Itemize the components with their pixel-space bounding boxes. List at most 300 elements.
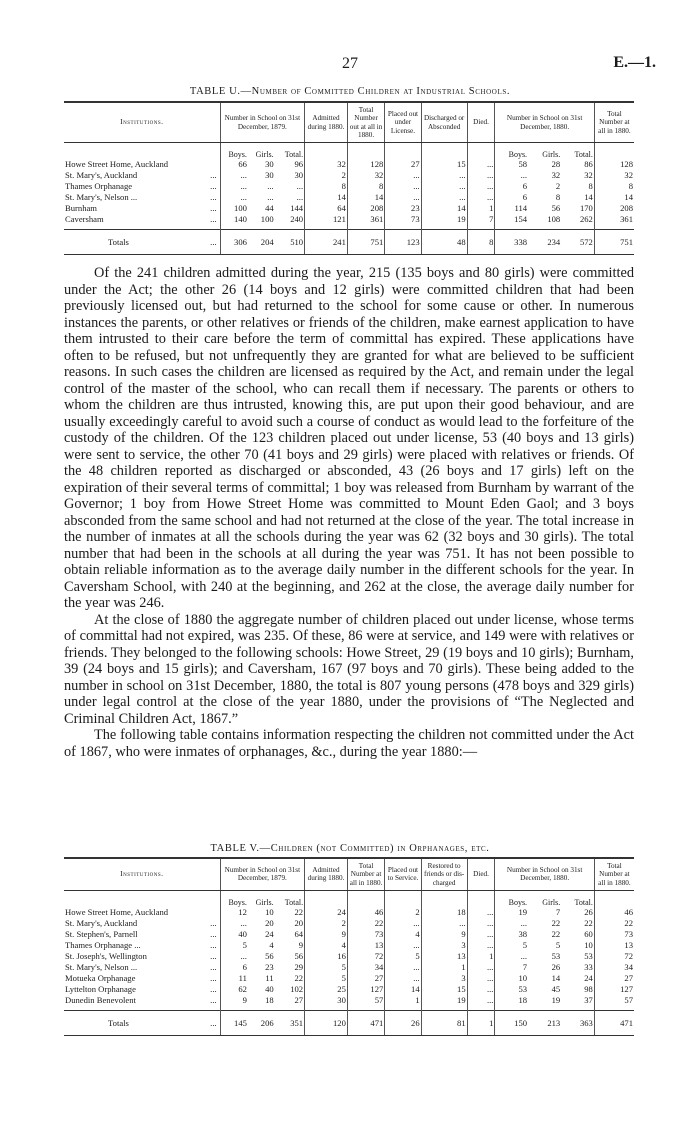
cell-t2: 32: [584, 170, 593, 181]
cell-ta: 27: [594, 973, 634, 984]
institution-cell: [64, 995, 220, 1006]
table-v-row: [64, 907, 634, 918]
cell-t2: 53: [584, 951, 593, 962]
document-reference: E.—1.: [613, 54, 656, 71]
cell-g2: 28: [551, 159, 561, 170]
cell-tot: 128: [347, 159, 384, 170]
table-v-row: [64, 973, 634, 984]
cell-g: 30: [265, 170, 274, 181]
cell-dis: ...: [421, 170, 467, 181]
cell-dis: 19: [421, 995, 467, 1006]
cell-g2: 19: [551, 995, 561, 1006]
cell-ta: 72: [594, 951, 634, 962]
body-text: [64, 265, 634, 760]
institution-cell: [64, 170, 220, 181]
cell-t2: 8: [588, 181, 593, 192]
cell-b: 40: [220, 929, 248, 940]
cell-dis: 9: [421, 929, 467, 940]
cell-ta: 73: [594, 929, 634, 940]
cell-g: 56: [265, 951, 274, 962]
institution-cell: [64, 918, 220, 929]
table-v-sub-total-2: Total.: [574, 897, 593, 907]
table-v-row: [64, 940, 634, 951]
cell-t2: 22: [584, 918, 593, 929]
cell-g: ...: [267, 192, 274, 203]
cell-t: ...: [296, 192, 304, 203]
cell-pl: ...: [385, 192, 421, 203]
leader-dots: ...: [210, 1017, 217, 1028]
leader-dots: ...: [210, 192, 217, 203]
cell-pl: 5: [385, 951, 421, 962]
cell-adm: 120: [305, 1010, 348, 1035]
institution-name: Howe Street Home, Auckland: [65, 159, 169, 170]
paragraph-3: The following table contains information respecting the children not committed under the Act of 1867, who were inmates of orphanages, &c., during the year 1880:—: [64, 727, 634, 760]
table-u-caption-title: Number of Committed Children at Industrial Schools.: [251, 86, 511, 97]
cell-died: ...: [467, 907, 495, 918]
cell-ta: 361: [594, 214, 634, 225]
cell-b: ...: [220, 951, 248, 962]
leader-dots: ...: [210, 181, 217, 192]
cell-dis: 1: [421, 962, 467, 973]
cell-b: 145: [220, 1010, 248, 1035]
cell-died: 8: [467, 230, 495, 255]
cell-ta: 751: [594, 230, 634, 255]
cell-g2: 56: [551, 203, 561, 214]
cell-t: 102: [290, 984, 304, 995]
cell-tot: 46: [347, 907, 384, 918]
cell-b: 306: [220, 230, 248, 255]
cell-g: 23: [265, 962, 274, 973]
table-u-head-admitted: Admitted during 1880.: [305, 102, 348, 143]
leader-dots: ...: [210, 203, 217, 214]
cell-g2: 22: [551, 929, 561, 940]
table-u-row: [64, 159, 634, 170]
cell-b: ...: [220, 181, 248, 192]
cell-tot: 32: [347, 170, 384, 181]
cell-ta: 57: [594, 995, 634, 1006]
table-v-head-total: Total Number at all in 1880.: [347, 858, 384, 890]
cell-dis: 18: [421, 907, 467, 918]
institution-cell: [64, 159, 220, 170]
cell-g: 204: [248, 230, 275, 255]
cell-ta: 46: [594, 907, 634, 918]
table-u-sub-boys-2: Boys.: [495, 143, 528, 160]
cell-t2: 14: [584, 192, 593, 203]
table-u-sub-girls-2: Girls.: [542, 150, 561, 160]
cell-t2: 170: [579, 203, 593, 214]
cell-b2: 150: [495, 1010, 528, 1035]
cell-ta: 127: [594, 984, 634, 995]
cell-adm: 241: [305, 230, 348, 255]
table-u-sub-boys: Boys.: [220, 143, 248, 160]
institution-name: Lyttelton Orphanage: [65, 984, 136, 995]
cell-pl: 26: [385, 1010, 421, 1035]
cell-g: 24: [265, 929, 274, 940]
table-v-row: [64, 995, 634, 1006]
cell-pl: 23: [385, 203, 421, 214]
cell-b: 12: [220, 907, 248, 918]
cell-pl: 1: [385, 995, 421, 1006]
cell-tot: 127: [347, 984, 384, 995]
cell-dis: 48: [421, 230, 467, 255]
cell-pl: ...: [385, 181, 421, 192]
cell-t: 29: [294, 962, 304, 973]
cell-dis: ...: [421, 192, 467, 203]
cell-died: ...: [467, 918, 495, 929]
table-v: [64, 857, 634, 1036]
leader-dots: ...: [210, 214, 217, 225]
cell-b: 66: [220, 159, 248, 170]
cell-g2: 234: [528, 230, 561, 255]
leader-dots: ...: [210, 995, 217, 1006]
cell-tot: 22: [347, 918, 384, 929]
totals-label-cell: [64, 230, 220, 255]
table-v-head-start: Number in School on 31st December, 1879.: [220, 858, 304, 890]
institution-cell: [64, 907, 220, 918]
cell-g: 44: [265, 203, 274, 214]
cell-b2: 18: [495, 995, 528, 1006]
cell-ta: 34: [594, 962, 634, 973]
cell-died: ...: [467, 159, 495, 170]
cell-died: ...: [467, 973, 495, 984]
table-u-totals-row: [64, 230, 634, 255]
institution-cell: [64, 181, 220, 192]
cell-g2: 7: [555, 907, 561, 918]
cell-b2: ...: [495, 918, 528, 929]
cell-dis: 81: [421, 1010, 467, 1035]
cell-b2: 38: [495, 929, 528, 940]
institution-cell: [64, 214, 220, 225]
cell-b2: 5: [495, 940, 528, 951]
cell-died: 1: [467, 951, 495, 962]
table-u-sub-total-2: Total.: [574, 150, 593, 160]
institution-name: Burnham: [65, 203, 97, 214]
cell-dis: 15: [421, 159, 467, 170]
cell-t: 20: [294, 918, 304, 929]
cell-dis: 13: [421, 951, 467, 962]
cell-g: 10: [265, 907, 274, 918]
cell-tot: 14: [347, 192, 384, 203]
cell-dis: 19: [421, 214, 467, 225]
cell-ta: 32: [594, 170, 634, 181]
cell-t: 64: [294, 929, 304, 940]
cell-b: 100: [220, 203, 248, 214]
table-v-row: [64, 918, 634, 929]
cell-t: 96: [294, 159, 304, 170]
cell-ta: 14: [594, 192, 634, 203]
cell-died: ...: [467, 995, 495, 1006]
cell-adm: 121: [305, 214, 348, 225]
institution-cell: [64, 951, 220, 962]
cell-pl: 27: [385, 159, 421, 170]
institution-cell: [64, 984, 220, 995]
table-u-head-placed: Placed out under License.: [385, 102, 421, 143]
cell-t: ...: [296, 181, 304, 192]
cell-died: ...: [467, 181, 495, 192]
cell-died: ...: [467, 940, 495, 951]
leader-dots: ...: [210, 929, 217, 940]
table-u-row: [64, 192, 634, 203]
table-u: [64, 101, 634, 255]
table-v-row: [64, 984, 634, 995]
table-u-head-institutions: Institutions.: [64, 102, 220, 143]
institution-name: St. Mary's, Auckland: [65, 170, 138, 181]
leader-dots: ...: [210, 940, 217, 951]
cell-t2: 24: [584, 973, 593, 984]
institution-cell: [64, 929, 220, 940]
table-u-head-total: Total Number out at all in 1880.: [347, 102, 384, 143]
table-v-head-institutions: Institutions.: [64, 858, 220, 890]
institution-cell: [64, 973, 220, 984]
table-u-head-discharged: Discharged or Absconded: [421, 102, 467, 143]
cell-b2: 19: [495, 907, 528, 918]
table-v-row: [64, 929, 634, 940]
cell-tot: 72: [347, 951, 384, 962]
table-u-caption: [0, 86, 700, 97]
cell-g2: 8: [555, 192, 561, 203]
cell-g: ...: [267, 181, 274, 192]
cell-b: 11: [220, 973, 248, 984]
cell-pl: 123: [385, 230, 421, 255]
cell-tot: 57: [347, 995, 384, 1006]
institution-name: Dunedin Benevolent: [65, 995, 136, 1006]
cell-t: 144: [290, 203, 304, 214]
cell-b: ...: [220, 170, 248, 181]
table-v-subhead: [64, 890, 634, 907]
cell-ta: 8: [594, 181, 634, 192]
cell-g2: 53: [551, 951, 561, 962]
cell-adm: 9: [305, 929, 348, 940]
cell-pl: ...: [385, 170, 421, 181]
cell-b2: 154: [495, 214, 528, 225]
cell-b2: 10: [495, 973, 528, 984]
cell-adm: 8: [305, 181, 348, 192]
cell-g2: 14: [551, 973, 561, 984]
table-u-caption-prefix: TABLE U.—: [189, 86, 252, 97]
cell-died: ...: [467, 929, 495, 940]
table-v-sub-girls-2: Girls.: [542, 897, 561, 907]
cell-tot: 208: [347, 203, 384, 214]
cell-g2: 2: [555, 181, 561, 192]
cell-t: 56: [294, 951, 304, 962]
cell-b: 140: [220, 214, 248, 225]
table-v-head-end: Number in School on 31st December, 1880.: [495, 858, 594, 890]
cell-tot: 471: [347, 1010, 384, 1035]
table-u-row: [64, 170, 634, 181]
institution-name: St. Joseph's, Wellington: [65, 951, 147, 962]
cell-dis: 3: [421, 940, 467, 951]
table-v-caption-title: Children (not Committed) in Orphanages, etc.: [270, 843, 490, 854]
cell-b2: 7: [495, 962, 528, 973]
leader-dots: ...: [210, 918, 217, 929]
cell-dis: 3: [421, 973, 467, 984]
table-v-caption: [0, 843, 700, 854]
cell-died: 1: [467, 1010, 495, 1035]
cell-g: 20: [265, 918, 274, 929]
cell-t2: 98: [584, 984, 593, 995]
cell-dis: ...: [421, 918, 467, 929]
cell-b2: 114: [495, 203, 528, 214]
cell-adm: 64: [305, 203, 348, 214]
table-v-head-admitted: Admitted during 1880.: [305, 858, 348, 890]
cell-g: 11: [265, 973, 274, 984]
cell-t: 351: [275, 1010, 305, 1035]
cell-adm: 24: [305, 907, 348, 918]
cell-adm: 5: [305, 973, 348, 984]
cell-g2: 108: [547, 214, 561, 225]
cell-died: ...: [467, 962, 495, 973]
table-v-sub-total: Total.: [284, 897, 304, 907]
cell-b: 9: [220, 995, 248, 1006]
leader-dots: ...: [210, 170, 217, 181]
cell-g2: 45: [551, 984, 561, 995]
cell-pl: 2: [385, 907, 421, 918]
institution-name: St. Mary's, Nelson ...: [65, 962, 138, 973]
cell-ta: 22: [594, 918, 634, 929]
table-v-head-placed: Placed out to Service.: [385, 858, 421, 890]
cell-pl: ...: [385, 962, 421, 973]
paragraph-2: At the close of 1880 the aggregate number of children placed out under license, whose terms of committal had not expired, was 235. Of these, 86 were at service, and 149 were with relatives or friends. They belonged to the following schools: Howe Street, 29 (19 boys and 10 girls); Burnham, 39 (24 boys and 15 girls); and Caversham, 167 (97 boys and 70 girls). These being added to the number in school on 31st December, 1880, the total is 807 young persons (478 boys and 329 girls) under legal control at the close of the year 1880, under the provisions of “The Neglected and Criminal Children Act, 1867.”: [64, 611, 634, 727]
cell-dis: 14: [421, 203, 467, 214]
cell-g: 30: [265, 159, 274, 170]
cell-adm: 14: [305, 192, 348, 203]
table-u-sub-total: Total.: [284, 150, 304, 160]
cell-tot: 361: [347, 214, 384, 225]
cell-t2: 262: [579, 214, 593, 225]
institution-name: St. Mary's, Nelson ...: [65, 192, 138, 203]
cell-b2: 6: [495, 192, 528, 203]
totals-label: Totals: [108, 1017, 129, 1028]
totals-label: Totals: [108, 236, 129, 247]
cell-pl: 4: [385, 929, 421, 940]
cell-t2: 572: [561, 230, 594, 255]
cell-t: 30: [294, 170, 304, 181]
cell-adm: 5: [305, 962, 348, 973]
cell-adm: 25: [305, 984, 348, 995]
cell-ta: 208: [594, 203, 634, 214]
cell-t2: 60: [584, 929, 593, 940]
cell-pl: ...: [385, 940, 421, 951]
table-u-head-died: Died.: [467, 102, 495, 143]
cell-adm: 32: [305, 159, 348, 170]
institution-name: Howe Street Home, Auckland: [65, 907, 169, 918]
cell-b2: ...: [495, 951, 528, 962]
cell-dis: ...: [421, 181, 467, 192]
cell-b2: 6: [495, 181, 528, 192]
cell-adm: 30: [305, 995, 348, 1006]
cell-b: 62: [220, 984, 248, 995]
table-v-sub-boys-2: Boys.: [495, 890, 528, 907]
cell-b: 6: [220, 962, 248, 973]
cell-g: 4: [269, 940, 274, 951]
cell-g: 18: [265, 995, 274, 1006]
table-u-row: [64, 181, 634, 192]
cell-tot: 8: [347, 181, 384, 192]
institution-cell: [64, 192, 220, 203]
table-v-row: [64, 962, 634, 973]
cell-b2: 58: [495, 159, 528, 170]
institution-name: Motueka Orphanage: [65, 973, 136, 984]
table-u-head-total-all: Total Number at all in 1880.: [594, 102, 634, 143]
leader-dots: ...: [210, 962, 217, 973]
totals-label-cell: [64, 1010, 220, 1035]
cell-died: 1: [467, 203, 495, 214]
table-u-subhead: [64, 143, 634, 160]
cell-tot: 73: [347, 929, 384, 940]
cell-t: 9: [298, 940, 304, 951]
cell-adm: 2: [305, 170, 348, 181]
institution-cell: [64, 940, 220, 951]
cell-g2: 213: [528, 1010, 561, 1035]
cell-t: 510: [275, 230, 305, 255]
cell-pl: ...: [385, 973, 421, 984]
cell-t2: 363: [561, 1010, 594, 1035]
cell-t2: 86: [584, 159, 593, 170]
cell-b: ...: [220, 918, 248, 929]
page-number: 27: [342, 55, 358, 72]
cell-tot: 13: [347, 940, 384, 951]
table-v-row: [64, 951, 634, 962]
institution-name: St. Stephen's, Parnell: [65, 929, 138, 940]
cell-b: 5: [220, 940, 248, 951]
table-v-totals-row: [64, 1010, 634, 1035]
table-v-caption-prefix: TABLE V.—: [210, 843, 271, 854]
institution-name: Thames Orphanage: [65, 181, 133, 192]
table-u-head-start: Number in School on 31st December, 1879.: [220, 102, 304, 143]
cell-b: ...: [220, 192, 248, 203]
cell-pl: 14: [385, 984, 421, 995]
cell-died: ...: [467, 170, 495, 181]
cell-ta: 471: [594, 1010, 634, 1035]
table-v-sub-girls: Girls.: [255, 897, 274, 907]
cell-died: ...: [467, 984, 495, 995]
cell-g: 206: [248, 1010, 275, 1035]
paragraph-1: Of the 241 children admitted during the year, 215 (135 boys and 80 girls) were committed under the Act; the other 26 (14 boys and 12 girls) were committed children that had been previously licensed out, but had returned to the school for some cause or other. In numerous instances the parents, or other relatives or friends of the children, make earnest application to have them intrusted to their care before the term of committal has expired. These applications have often to be refused, but not unfrequently they are granted for what are believed to be sufficient reasons. In such cases the children are licensed as required by the Act, and remain under the legal control of the master of the school, who can recall them if necessary. The parents or others to whom the children are thus intrusted, knowing this, are put upon their good behaviour, and are usually exceedingly careful to avoid such a course of conduct as would lead to the forfeiture of the custody of the children. Of the 123 children placed out under license, 53 (40 boys and 13 girls) were sent to service, the other 70 (41 boys and 29 girls) were placed with relatives or friends. Of the 48 children reported as discharged or absconded, 43 (26 boys and 17 girls) left on the expiration of their several terms of committal; 1 boy was released from Burnham by warrant of the Governor; 1 boy from Howe Street Home was committed to Mount Eden Gaol; and 3 boys absconded from the same school and had not returned at the close of the year. The total increase in the number of inmates at all the schools during the year was 62 (32 boys and 30 girls). The total number that had been in the schools at all during the year was 751. It has not been possible to obtain reliable information as to the average daily number in the different schools for the year. In Caversham School, with 240 at the beginning, and 262 at the close, the average daily number for the year was 246.: [64, 265, 634, 611]
cell-ta: 128: [594, 159, 634, 170]
leader-dots: ...: [210, 973, 217, 984]
institution-cell: [64, 203, 220, 214]
cell-t: 240: [290, 214, 304, 225]
cell-t2: 10: [584, 940, 593, 951]
cell-pl: ...: [385, 918, 421, 929]
leader-dots: ...: [210, 984, 217, 995]
cell-t: 27: [294, 995, 304, 1006]
cell-adm: 16: [305, 951, 348, 962]
cell-died: ...: [467, 192, 495, 203]
table-v-head-total-all: Total Number at all in 1880.: [594, 858, 634, 890]
cell-g2: 26: [551, 962, 561, 973]
cell-t2: 37: [584, 995, 593, 1006]
table-u-row: [64, 214, 634, 225]
institution-name: St. Mary's, Auckland: [65, 918, 138, 929]
cell-g2: 22: [551, 918, 561, 929]
cell-b2: 338: [495, 230, 528, 255]
table-v-head-restored: Restored to friends or dis-charged: [421, 858, 467, 890]
table-v-head-died: Died.: [467, 858, 495, 890]
cell-t: 22: [294, 907, 304, 918]
table-v-sub-boys: Boys.: [220, 890, 248, 907]
cell-t: 22: [294, 973, 304, 984]
cell-b2: ...: [495, 170, 528, 181]
cell-g2: 32: [551, 170, 561, 181]
cell-g: 100: [260, 214, 274, 225]
cell-t2: 33: [584, 962, 593, 973]
cell-b2: 53: [495, 984, 528, 995]
cell-g: 40: [265, 984, 274, 995]
leader-dots: ...: [210, 951, 217, 962]
table-u-row: [64, 203, 634, 214]
institution-name: Caversham: [65, 214, 104, 225]
